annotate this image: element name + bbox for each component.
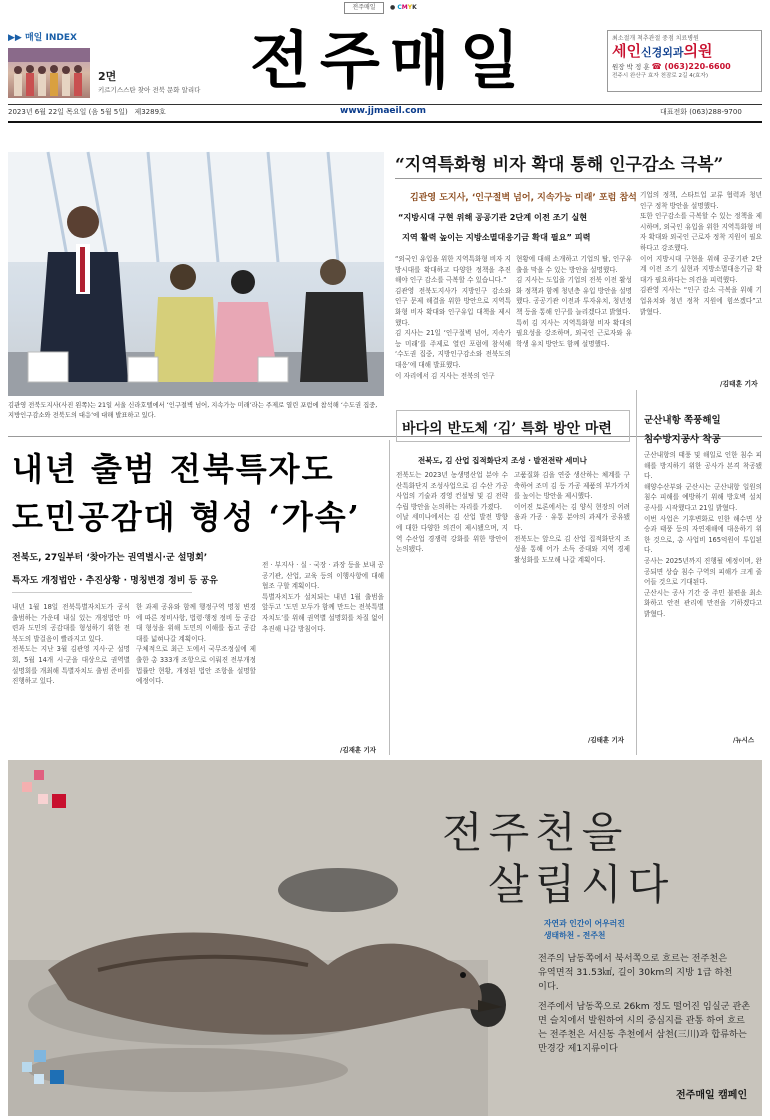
campaign-footer: 전주매일 캠페인 [676,1090,748,1101]
campaign-tag-2: 생태하천 - 전주천 [544,931,606,940]
date-line: 2023년 6월 22일 목요일 (음 5월 5일) 제3289호 [8,108,166,116]
forum-photo [8,152,384,396]
ad-subtitle: 최소절개 척추관절 중점 치료병원 [612,35,699,42]
campaign-title-1: 전주천을 [442,808,629,857]
top-subhead-3: 지역 활력 높이는 지방소멸대응기금 확대 필요” 피력 [402,232,591,242]
index-header: ▶▶ 매일 INDEX [8,33,77,43]
forum-scene [8,152,384,396]
ad-name-c: 의원 [683,42,713,60]
top-headline[interactable]: “지역특화형 비자 확대 통해 인구감소 극복” [395,155,724,175]
lead-subhead-1: 전북도, 27일부터 ‘찾아가는 권역별시·군 설명회’ [12,553,208,563]
top-story-col-3: 기업의 정책, 스타트업 교류 협력과 청년 인구 정착 방안을 설명했다. 또한 인구감소를 극복할 수 있는 정책을 제시하며, 외국인 유입을 위한 지역특화형 비자 확대와 외국인 근로자 정착 지원이 필요하다고 강조했다. 이어 지방시대 구현을 위해 공공기관 2단계 이전 조기 실현과 지방소멸대응기금 확대가 필요하다는 의견을 피력했다. 김관영 지사는 “인구 감소 극복을 위해 기업유치와 청년 정착 지원에 힘쓰겠다”고 밝혔다. [640,191,762,316]
campaign-ad[interactable] [8,760,762,1116]
side-byline: /뉴시스 [733,736,755,744]
top-byline: /김태훈 기자 [720,380,758,388]
ad-name-b: 신경외과 [640,46,684,59]
second-col-1: 전북도는 2023년 농생명산업 분야 수산특화단지 조성사업으로 김 수산 가공 사업의 기술과 경영 컨설팅 및 김 전략 수립 방안을 논의하는 자리를 가졌다. 이날 세미나에서는 김 산업 발전 방향에 대한 다양한 의견이 제시됐으며, 지역 수산업 경쟁력 강화를 위한 방안이 논의됐다. [396,471,508,554]
campaign-tag-1: 자연과 인간이 어우러진 [544,919,625,928]
people-photo [8,48,90,98]
ad-name-a: 세인 [612,42,641,60]
top-story-col-1: “외국인 유입을 위한 지역특화형 비자 지방시대를 확대하고 다양한 정책을 추진해야 인구 감소를 극복할 수 있습니다.” 김관영 전북도지사가 지방인구 감소와 인구 문제 해결을 위한 방안으로 지역특화형 비자 확대와 인구유입 대책을 제시했다. 김 지사는 21일 ‘인구절벽 넘어, 지속가능 미래’를 주제로 열린 포럼에 참석해 ‘수도권 집중, 지방인구감소와 전북도의 대응’에 대해 발표했다. 이 자리에서 김 지사는 전북의 인구 [395,255,511,380]
website-link[interactable]: www.jjmaeil.com [340,106,426,116]
issue-number: 제3289호 [134,108,166,116]
lead-col-2: 한 과제 공유와 함께 행정구역 명칭 변경에 따른 정비사항, 법령·행정 정비 등 공감대 형성을 위해 도민의 이해를 돕고 공감대를 넓혀나갈 계획이다. 구체적으로 최근 도에서 국무조정실에 제출한 총 333개 조항으로 이뤄진 전부개정법률안 현황, 개정된 법안 조항을 설명할 예정이다. [136,603,256,686]
lead-byline: /김재훈 기자 [340,746,377,754]
top-subhead-1: 김관영 도지사, ‘인구절벽 넘어, 지속가능 미래’ 포럼 참석 [410,193,637,203]
color-registration-mark: ● CMYK [390,4,417,11]
side-headline-2[interactable]: 침수방지공사 착공 [644,434,721,445]
index-description: 키르기스스탄 찾아 전북 문화 알리다 [98,86,201,94]
lead-headline-1[interactable]: 내년 출범 전북특자도 [12,450,335,488]
second-byline: /김태훈 기자 [588,736,625,744]
top-story-col-2: 현황에 대해 소개하고 기업의 탈, 인구유출을 막을 수 있는 방안을 설명했다. 김 지사는 도입을 기업의 전북 이전 활성화 정책과 함께 청년층 유입 방안을 설명했다. 공공기관 이전과 투자유치, 청년정책 등을 통해 인구를 늘리겠다고 밝혔다. 특히 김 지사는 지역특화형 비자 확대의 필요성을 강조하며, 외국인 근로자와 유학생 유치 방안도 함께 설명했다. [516,255,632,348]
ad-doctor: 원장 박 정 훈 [612,63,650,71]
top-subhead-2: “지방시대 구현 위해 공공기관 2단계 이전 조기 실현 [398,212,588,222]
newspaper-title: 전주매일 [250,24,530,97]
river-duck-photo [8,760,762,1116]
ad-address: 전주시 완산구 효자 천잠로 2길 4(효자) [612,73,709,79]
second-headline[interactable]: 바다의 반도체 ‘김’ 특화 방안 마련 [402,421,612,437]
lead-headline-2[interactable]: 도민공감대 형성 ‘가속’ [12,498,361,536]
clinic-ad[interactable] [607,30,762,92]
side-body: 군산내항의 태풍 및 해일로 인한 침수 피해를 방지하기 위한 공사가 본격 착공됐다. 해양수산부와 군산시는 군산내항 일원의 침수 피해를 예방하기 위해 방호벽 설치 공사를 시작했다고 21일 밝혔다. 이번 사업은 기후변화로 인한 해수면 상승과 태풍 등의 자연재해에 대응하기 위한 것으로, 총 사업비 165억원이 투입된다. 공사는 2025년까지 진행될 예정이며, 완공되면 상습 침수 구역의 피해가 크게 줄어들 것으로 기대된다. 군산시는 공사 기간 중 주민 불편을 최소화하고 안전 관리에 만전을 기하겠다고 밝혔다. [644,451,762,618]
campaign-paragraph-2: 전주에서 남동쪽으로 26km 정도 떨어진 임실군 관촌면 슬치에서 발원하여 시의 중심지를 관통 하여 흐르는 전주천은 서신동 추천에서 삼천(三川)과 합류하는 만경강 제1지류이다 [538,1001,751,1054]
lead-col-1: 내년 1월 18일 전북특별자치도가 공식 출범하는 가운데 내실 있는 개정법안 마련과 도민의 공감대를 형성하기 위한 전북도의 발걸음이 빨라지고 있다. 전북도는 지난 3월 김관영 지사·군 설명회, 5월 14개 시·군을 대상으로 권역별 설명회를 개최해 특별자치도 출범 준비를 진행하고 있다. [12,603,130,686]
second-subhead: 전북도, 김 산업 집적화단지 조성 · 발전전략 세미나 [418,456,587,465]
lead-col-3: 전 · 부지사 · 실 · 국장 · 과장 등을 보내 공공기관, 산업, 교육 등의 이행사항에 대해 협조 구할 계획이다. 특별자치도가 설치되는 내년 1월 출범을 앞두고 ‘도민 모두가 함께 만드는 전북특별자치도’를 위해 권역별 설명회를 차질 없이 추진해 나갈 방침이다. [262,561,384,633]
index-thumbnail [8,48,90,98]
top-label-box: 전주매일 [344,2,384,14]
photo-caption: 김관영 전북도지사(사진 왼쪽)는 21일 서울 신라호텔에서 ‘인구절벽 넘어, 지속가능 미래’라는 주제로 열린 포럼에 참석해 ‘수도권 집중, 지방인구감소와 전북도의 대응’에 대해 발표하고 있다. [8,402,378,419]
campaign-paragraph-1: 전주의 남동쪽에서 북서쪽으로 흐르는 전주천은 유역면적 31.53㎢, 길이 30km의 지방 1급 하천이다. [538,953,733,992]
double-arrow-icon: ▶▶ [8,33,22,43]
side-headline-1[interactable]: 군산내항 쪽풍해일 [644,415,721,426]
index-page: 2면 [98,70,117,83]
campaign-title-2: 살립시다 [488,860,675,909]
second-col-2: 고품질화 김을 연중 생산하는 체계를 구축하여 조미 김 등 가공 제품의 부가가치를 높이는 방안을 제시했다. 이어진 토론에서는 김 양식 현장의 어려움과 가공 · 유통 분야의 과제가 공유됐다. 전북도는 앞으로 김 산업 집적화단지 조성을 통해 어가 소득 증대와 지역 경제 활성화를 도모해 나갈 계획이다. [514,471,630,564]
ad-tel: ☎ (063)220-6600 [651,62,731,71]
lead-subhead-2: 특자도 개정법안 · 추진상황 · 명칭변경 정비 등 공유 [12,576,218,586]
phone-number: 대표전화 (063)288-9700 [660,108,742,116]
